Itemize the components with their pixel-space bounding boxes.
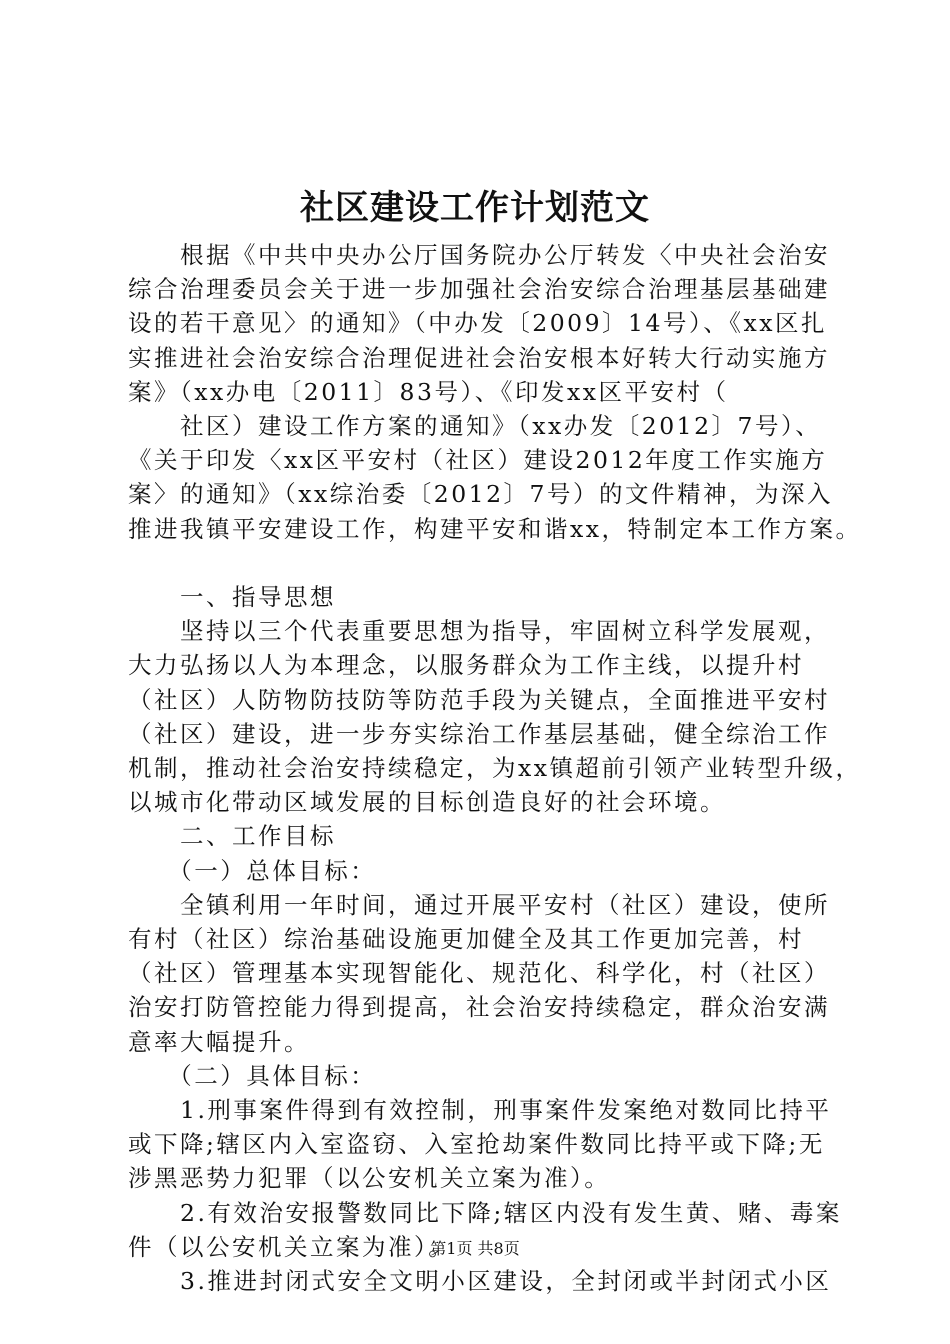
text-line: 根据《中共中央办公厅国务院办公厅转发〈中央社会治安 <box>128 241 830 269</box>
text-line: 大力弘扬以人为本理念，以服务群众为工作主线，以提升村 <box>128 651 804 680</box>
text-line: 涉黑恶势力犯罪（以公安机关立案为准）。 <box>128 1164 611 1193</box>
text-line: 二、工作目标 <box>128 822 336 851</box>
text-line: 机制，推动社会治安持续稳定，为xx镇超前引领产业转型升级， <box>128 754 862 782</box>
text-line: 意率大幅提升。 <box>128 1027 310 1056</box>
text-line: 2.有效治安报警数同比下降;辖区内没有发生黄、赌、毒案 <box>128 1198 842 1227</box>
text-line: 实推进社会治安综合治理促进社会治安根本好转大行动实施方 <box>128 343 830 372</box>
text-line: 全镇利用一年时间，通过开展平安村（社区）建设，使所 <box>128 890 830 919</box>
text-line: （社区）人防物防技防等防范手段为关键点，全面推进平安村 <box>128 685 830 714</box>
text-line: 设的若干意见〉的通知》（中办发〔2009〕14号）、《xx区扎 <box>128 309 827 338</box>
text-line: 社区）建设工作方案的通知》（xx办发〔2012〕7号）、 <box>128 412 822 440</box>
text-line: 推进我镇平安建设工作，构建平安和谐xx，特制定本工作方案。 <box>128 514 862 543</box>
text-line: （社区）管理基本实现智能化、规范化、科学化，村（社区） <box>128 959 830 988</box>
text-line: 一、指导思想 <box>128 583 336 611</box>
text-line: 治安打防管控能力得到提高，社会治安持续稳定，群众治安满 <box>128 993 830 1022</box>
text-line: 案〉的通知》（xx综治委〔2012〕7号）的文件精神，为深入 <box>128 480 834 509</box>
text-line: 件（以公安机关立案为准）。 <box>128 1232 455 1261</box>
page-footer: 第1页 共8页 <box>430 1239 520 1258</box>
text-line: 或下降;辖区内入室盗窃、入室抢劫案件数同比持平或下降;无 <box>128 1130 825 1159</box>
text-line: 以城市化带动区域发展的目标创造良好的社会环境。 <box>128 788 726 817</box>
document-title: 社区建设工作计划范文 <box>300 188 650 228</box>
text-line: 《关于印发〈xx区平安村（社区）建设2012年度工作实施方 <box>128 446 828 475</box>
text-line: 综合治理委员会关于进一步加强社会治安综合治理基层基础建 <box>128 275 830 304</box>
text-line: 3.推进封闭式安全文明小区建设，全封闭或半封闭式小区 <box>128 1267 832 1295</box>
text-line: 案》（xx办电〔2011〕83号）、《印发xx区平安村（ <box>128 377 729 406</box>
text-line: 有村（社区）综治基础设施更加健全及其工作更加完善，村 <box>128 925 804 953</box>
text-line: （一）总体目标： <box>128 856 377 885</box>
text-line: （社区）建设，进一步夯实综治工作基层基础，健全综治工作 <box>128 719 830 748</box>
text-line: 坚持以三个代表重要思想为指导，牢固树立科学发展观， <box>128 617 830 646</box>
text-line: 1.刑事案件得到有效控制，刑事案件发案绝对数同比持平 <box>128 1096 832 1124</box>
text-line: （二）具体目标： <box>128 1061 377 1090</box>
